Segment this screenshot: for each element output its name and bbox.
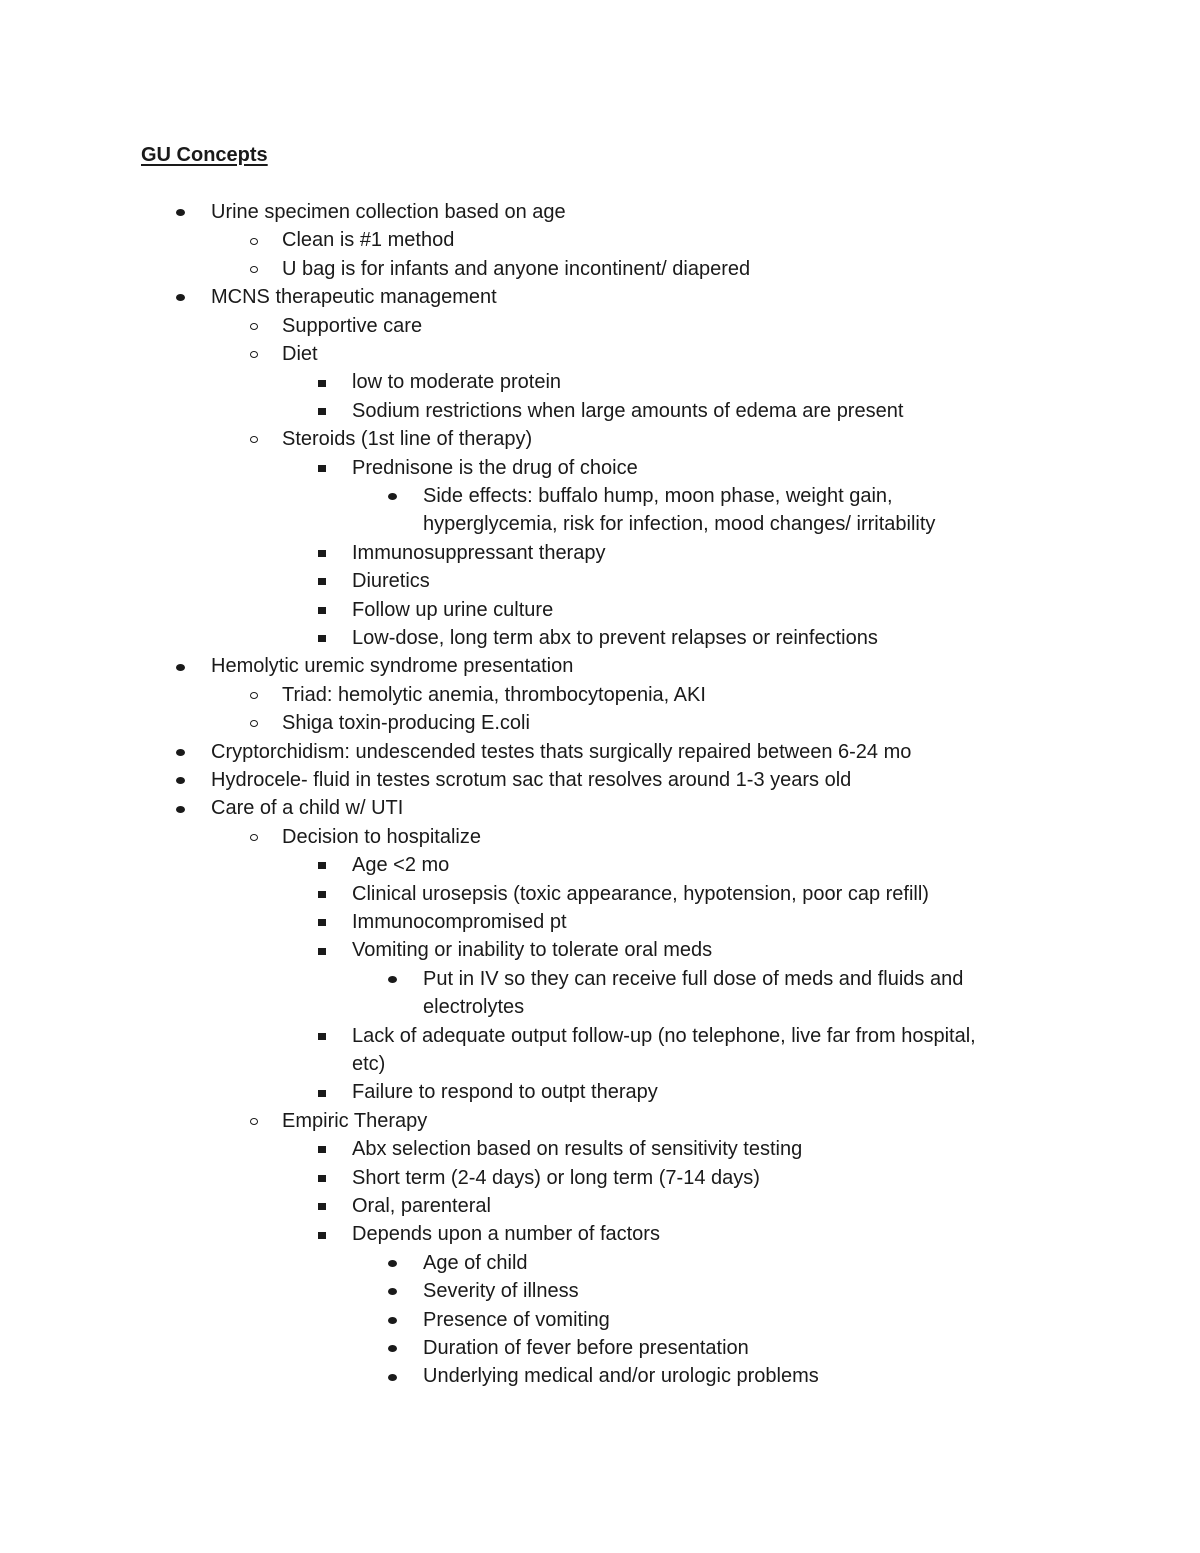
bullet-circle-icon — [250, 720, 258, 727]
bullet-square-icon — [318, 635, 326, 642]
bullet-circle-icon — [250, 436, 258, 443]
bullet-square-icon — [318, 1232, 326, 1239]
list-item-text: electrolytes — [423, 996, 525, 1019]
list-item-text: Urine specimen collection based on age — [211, 201, 566, 223]
list-item — [423, 1249, 528, 1277]
bullet-square-icon — [318, 550, 326, 557]
list-item-text: Clinical urosepsis (toxic appearance, hypotension, poor cap refill) — [352, 882, 929, 905]
list-item-text: Short term (2-4 days) or long term (7-14 days) — [352, 1166, 760, 1189]
list-item-text: etc) — [352, 1053, 386, 1075]
list-item — [352, 936, 712, 964]
list-item — [352, 880, 929, 908]
bullet-square-icon — [318, 919, 326, 926]
list-item-text: Age <2 mo — [352, 854, 450, 877]
list-item-text: Sodium restrictions when large amounts of edema are present — [352, 399, 904, 422]
bullet-dot-icon — [176, 749, 185, 756]
list-item — [211, 283, 497, 311]
list-item-text: Age of child — [423, 1251, 528, 1274]
list-item — [282, 425, 532, 453]
list-item — [352, 567, 430, 595]
list-item — [423, 965, 963, 993]
bullet-square-icon — [318, 1146, 326, 1153]
bullet-circle-icon — [250, 238, 258, 245]
list-item — [211, 198, 566, 226]
list-item — [352, 1135, 802, 1163]
list-item-text: Triad: hemolytic anemia, thrombocytopenia, AKI — [282, 683, 706, 706]
list-item — [423, 1362, 819, 1390]
bullet-square-icon — [318, 948, 326, 955]
list-item-text: Shiga toxin-producing E.coli — [282, 712, 530, 735]
bullet-dot-icon — [176, 294, 185, 301]
bullet-dot-icon — [388, 976, 397, 983]
list-item — [352, 908, 567, 936]
bullet-dot-icon — [388, 1374, 397, 1381]
bullet-square-icon — [318, 380, 326, 387]
list-item-text: hyperglycemia, risk for infection, mood changes/ irritability — [423, 513, 936, 536]
bullet-circle-icon — [250, 1118, 258, 1125]
list-item-text: Supportive care — [282, 314, 423, 337]
list-item — [352, 454, 638, 482]
bullet-dot-icon — [388, 1288, 397, 1295]
list-item — [282, 255, 750, 283]
bullet-circle-icon — [250, 323, 258, 330]
list-item-text: Empiric Therapy — [282, 1109, 428, 1132]
bullet-circle-icon — [250, 351, 258, 358]
list-item — [352, 368, 561, 396]
list-item-text: Follow up urine culture — [352, 598, 554, 621]
list-item — [423, 1306, 610, 1334]
list-item-text: Underlying medical and/or urologic problems — [423, 1365, 819, 1388]
list-item-text: low to moderate protein — [352, 371, 562, 394]
bullet-dot-icon — [176, 777, 185, 784]
list-item-text: Depends upon a number of factors — [352, 1223, 660, 1246]
list-item-text: Diet — [282, 343, 318, 365]
bullet-circle-icon — [250, 266, 258, 273]
list-item-text: Clean is #1 method — [282, 229, 455, 252]
list-item-text: Decision to hospitalize — [282, 825, 481, 848]
list-item — [423, 1334, 749, 1362]
bullet-square-icon — [318, 891, 326, 898]
list-item — [352, 1078, 658, 1106]
list-item — [282, 709, 530, 737]
list-item — [352, 596, 553, 624]
list-item-text: Abx selection based on results of sensitivity testing — [352, 1138, 803, 1161]
bullet-square-icon — [318, 862, 326, 869]
bullet-circle-icon — [250, 692, 258, 699]
list-item — [352, 1220, 660, 1248]
list-item-text: Cryptorchidism: undescended testes thats surgically repaired between 6-24 mo — [211, 740, 912, 763]
list-item-text: Immunosuppressant therapy — [352, 541, 606, 564]
list-item-text: Diuretics — [352, 570, 430, 593]
bullet-dot-icon — [388, 1345, 397, 1352]
list-item-text: Hydrocele- fluid in testes scrotum sac that resolves around 1-3 years old — [211, 769, 852, 791]
list-item — [352, 1050, 385, 1078]
list-item — [352, 624, 878, 652]
bullet-square-icon — [318, 408, 326, 415]
list-item — [423, 510, 935, 538]
list-item-text: Failure to respond to outpt therapy — [352, 1081, 658, 1104]
bullet-square-icon — [318, 1203, 326, 1210]
bullet-dot-icon — [388, 493, 397, 500]
list-item — [352, 1164, 760, 1192]
bullet-square-icon — [318, 607, 326, 614]
list-item-text: Immunocompromised pt — [352, 911, 567, 933]
list-item-text: Duration of fever before presentation — [423, 1337, 749, 1359]
bullet-circle-icon — [250, 834, 258, 841]
list-item-text: Steroids (1st line of therapy) — [282, 428, 533, 451]
list-item-text: Presence of vomiting — [423, 1308, 610, 1331]
bullet-dot-icon — [388, 1260, 397, 1267]
bullet-square-icon — [318, 1090, 326, 1097]
list-item — [282, 340, 318, 368]
bullet-square-icon — [318, 1175, 326, 1182]
list-item — [352, 397, 903, 425]
bullet-dot-icon — [388, 1317, 397, 1324]
list-item — [352, 539, 605, 567]
list-item-text: MCNS therapeutic management — [211, 286, 497, 309]
bullet-square-icon — [318, 465, 326, 472]
list-item — [423, 1277, 579, 1305]
bullet-dot-icon — [176, 209, 185, 216]
bullet-dot-icon — [176, 664, 185, 671]
document-title: GU Concepts — [141, 144, 268, 166]
list-item — [211, 794, 403, 822]
list-item — [211, 652, 573, 680]
list-item — [282, 312, 422, 340]
list-item — [282, 226, 454, 254]
list-item-text: Care of a child w/ UTI — [211, 797, 404, 820]
list-item-text: U bag is for infants and anyone incontinent/ diapered — [282, 257, 751, 280]
list-item — [352, 1022, 976, 1050]
list-item — [282, 823, 481, 851]
list-item-text: Oral, parenteral — [352, 1195, 491, 1217]
bullet-square-icon — [318, 578, 326, 585]
list-item — [282, 681, 706, 709]
list-item-text: Hemolytic uremic syndrome presentation — [211, 655, 574, 678]
list-item — [211, 766, 851, 794]
list-item-text: Vomiting or inability to tolerate oral meds — [352, 939, 713, 962]
list-item — [352, 1192, 491, 1220]
list-item — [423, 482, 893, 510]
list-item — [211, 738, 911, 766]
list-item-text: Prednisone is the drug of choice — [352, 456, 638, 479]
list-item — [423, 993, 524, 1021]
bullet-square-icon — [318, 1033, 326, 1040]
list-item-text: Put in IV so they can receive full dose of meds and fluids and — [423, 967, 964, 990]
list-item-text: Low-dose, long term abx to prevent relapses or reinfections — [352, 627, 878, 649]
list-item-text: Lack of adequate output follow-up (no telephone, live far from hospital, — [352, 1024, 976, 1047]
list-item — [282, 1107, 427, 1135]
bullet-dot-icon — [176, 806, 185, 813]
list-item-text: Severity of illness — [423, 1280, 579, 1303]
list-item-text: Side effects: buffalo hump, moon phase, weight gain, — [423, 485, 893, 507]
list-item — [352, 851, 449, 879]
